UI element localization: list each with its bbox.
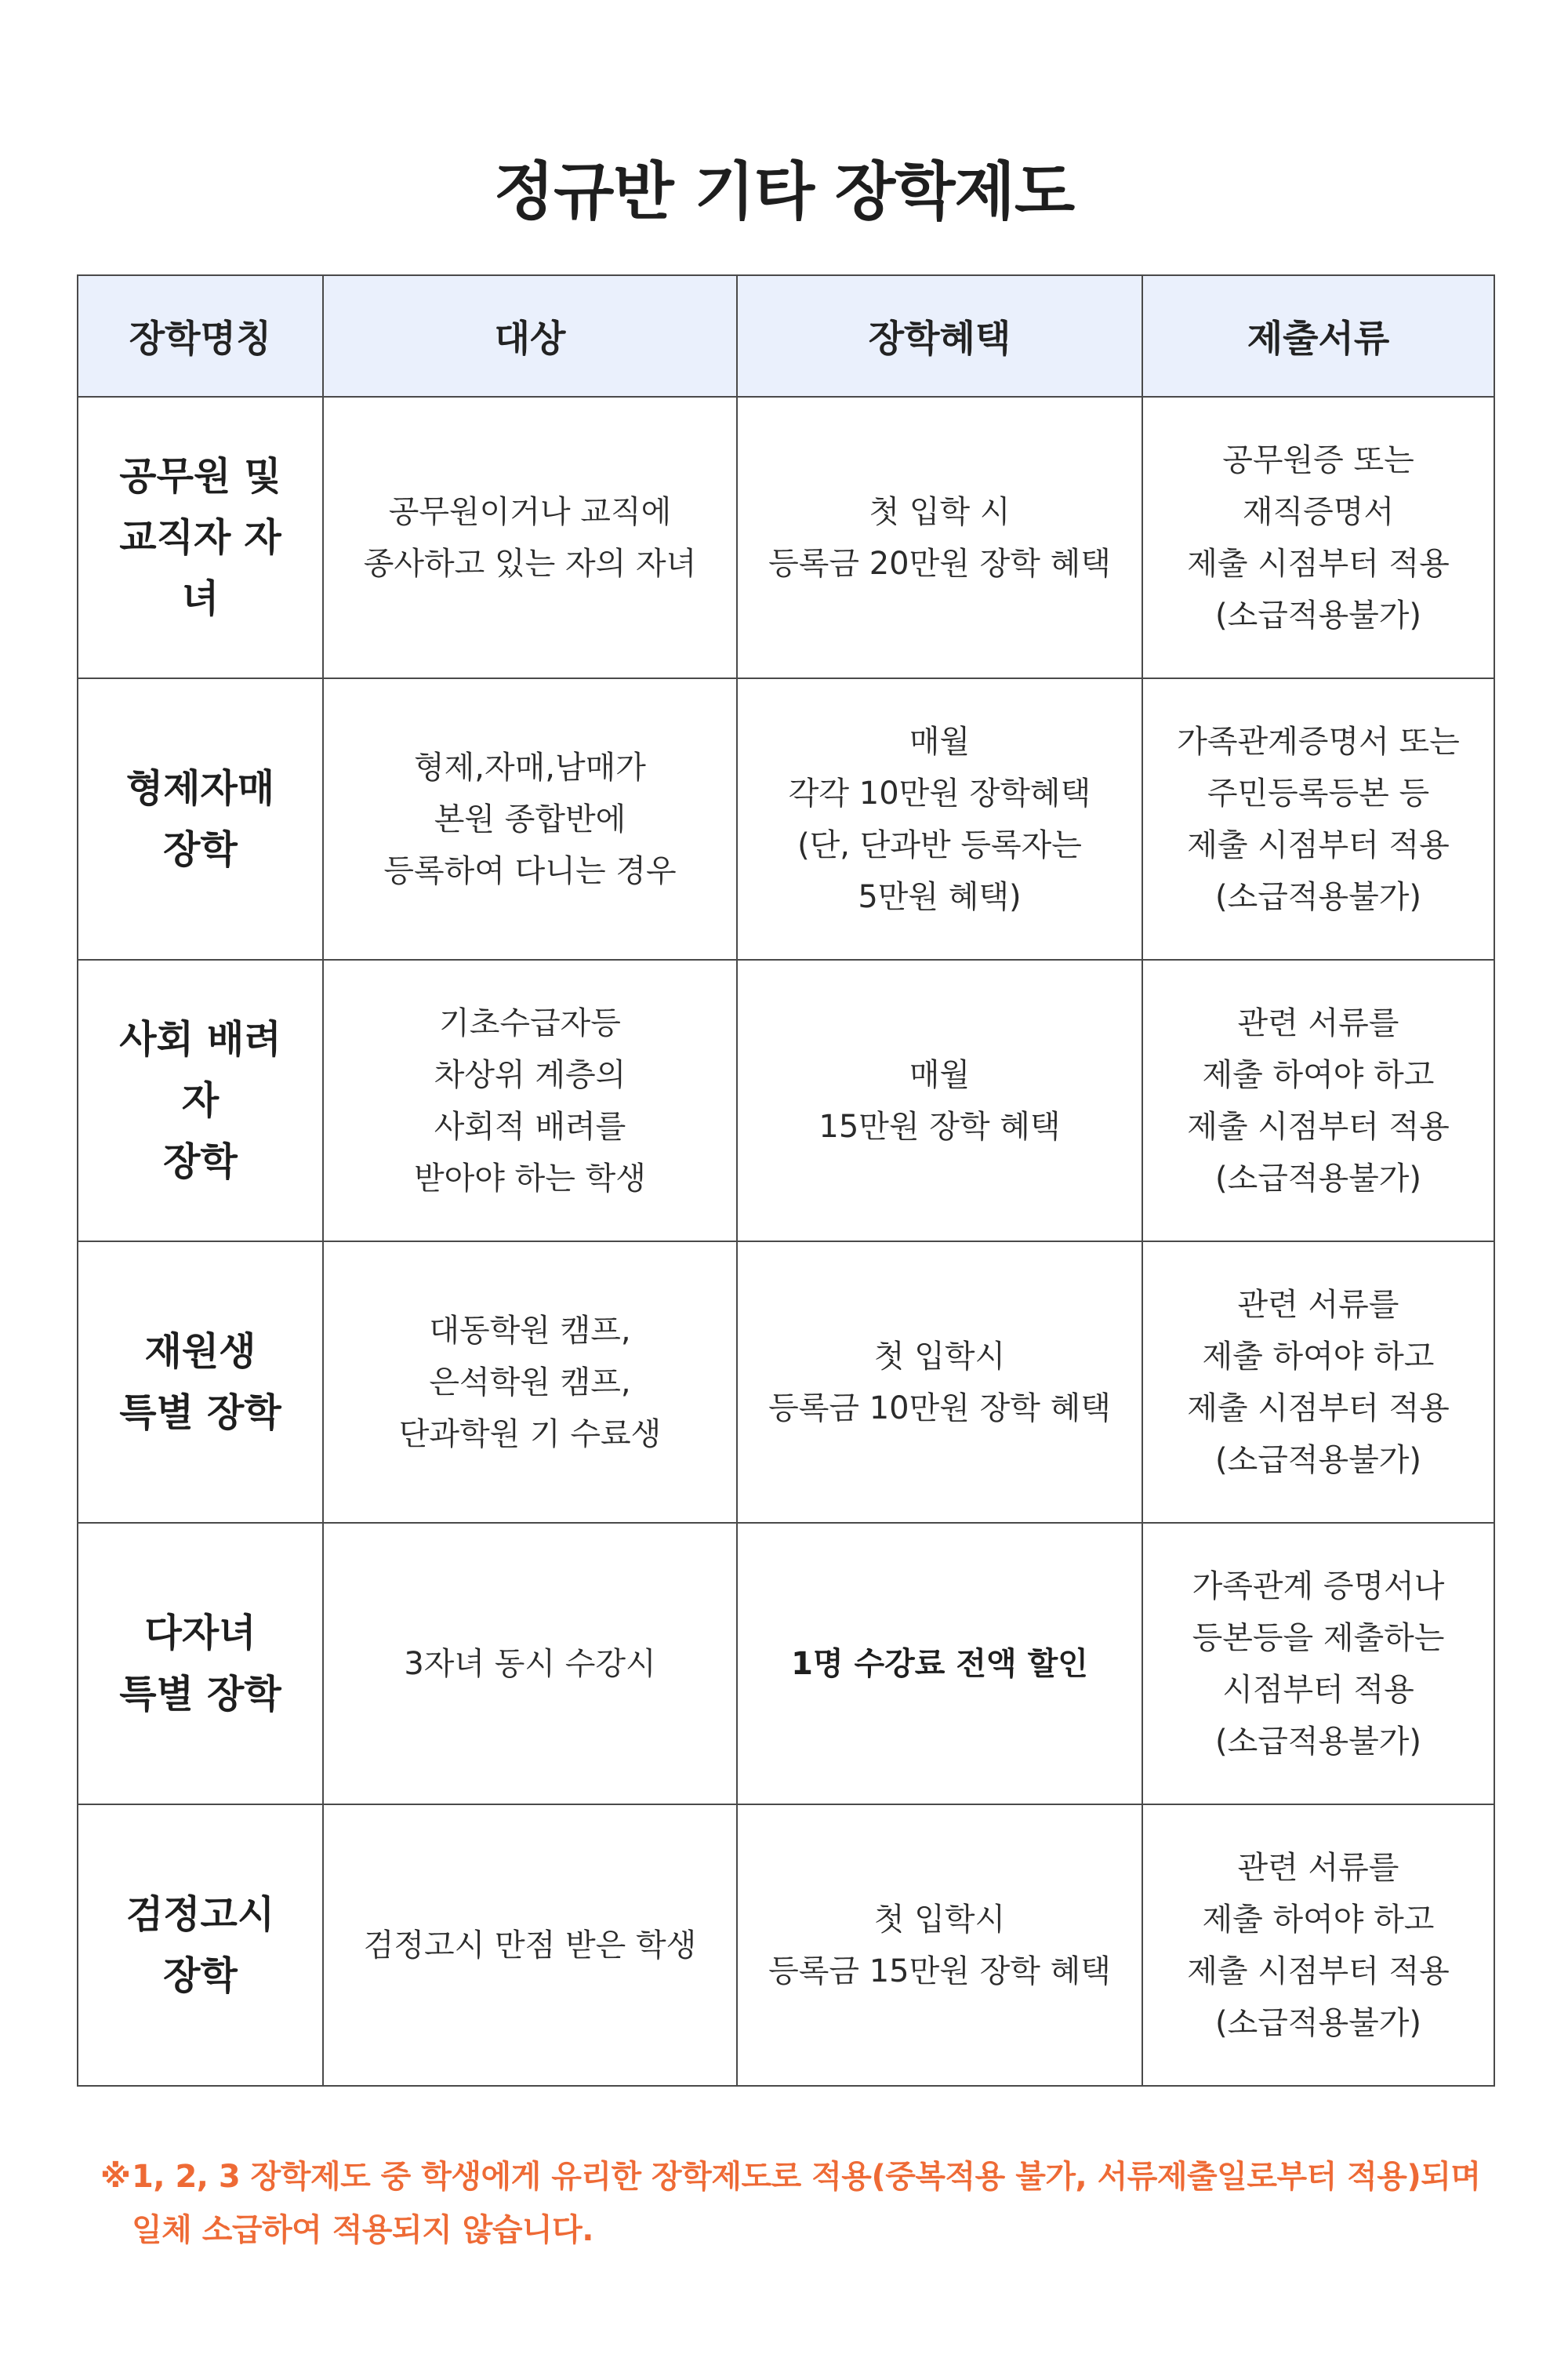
target-cell: 형제,자매,남매가 본원 종합반에 등록하여 다니는 경우: [323, 678, 737, 960]
table-row: [78, 1523, 1494, 1804]
target-cell: 공무원이거나 교직에 종사하고 있는 자의 자녀: [323, 397, 737, 678]
benefit-cell: 매월 각각 10만원 장학혜택 (단, 단과반 등록자는 5만원 혜택): [737, 678, 1142, 960]
scholarship-name-cell: 검정고시 장학: [78, 1804, 323, 2086]
scholarship-name-cell: 사회 배려 자 장학: [78, 960, 323, 1241]
benefit-cell: 첫 입학시 등록금 10만원 장학 혜택: [737, 1241, 1142, 1523]
documents-cell: 관련 서류를 제출 하여야 하고 제출 시점부터 적용 (소급적용불가): [1142, 1241, 1494, 1523]
benefit-cell: 첫 입학 시 등록금 20만원 장학 혜택: [737, 397, 1142, 678]
table-row: [78, 397, 1494, 678]
documents-cell: 관련 서류를 제출 하여야 하고 제출 시점부터 적용 (소급적용불가): [1142, 1804, 1494, 2086]
scholarship-name-cell: 재원생 특별 장학: [78, 1241, 323, 1523]
scholarship-table: [77, 274, 1495, 2087]
documents-cell: 가족관계 증명서나 등본등을 제출하는 시점부터 적용 (소급적용불가): [1142, 1523, 1494, 1804]
target-cell: 기초수급자등 차상위 계층의 사회적 배려를 받아야 하는 학생: [323, 960, 737, 1241]
target-cell: 검정고시 만점 받은 학생: [323, 1804, 737, 2086]
documents-cell: 공무원증 또는 재직증명서 제출 시점부터 적용 (소급적용불가): [1142, 397, 1494, 678]
footnote: [100, 2150, 1512, 2257]
scholarship-name-cell: 형제자매 장학: [78, 678, 323, 960]
scholarship-name-cell: 다자녀 특별 장학: [78, 1523, 323, 1804]
table-row: [78, 1241, 1494, 1523]
benefit-cell: 매월 15만원 장학 혜택: [737, 960, 1142, 1241]
benefit-cell: 첫 입학시 등록금 15만원 장학 혜택: [737, 1804, 1142, 2086]
header-documents: 제출서류: [1142, 275, 1494, 397]
target-cell: 대동학원 캠프, 은석학원 캠프, 단과학원 기 수료생: [323, 1241, 737, 1523]
benefit-cell: 1명 수강료 전액 할인: [737, 1523, 1142, 1804]
table-row: [78, 960, 1494, 1241]
documents-cell: 관련 서류를 제출 하여야 하고 제출 시점부터 적용 (소급적용불가): [1142, 960, 1494, 1241]
documents-cell: 가족관계증명서 또는 주민등록등본 등 제출 시점부터 적용 (소급적용불가): [1142, 678, 1494, 960]
footnote-line-2: 일체 소급하여 적용되지 않습니다.: [132, 2212, 593, 2248]
header-target: 대상: [323, 275, 737, 397]
scholarship-name-cell: 공무원 및 교직자 자 녀: [78, 397, 323, 678]
footnote-line-1: 1, 2, 3 장학제도 중 학생에게 유리한 장학제도로 적용(중복적용 불가, 서류제출일로부터 적용)되며: [132, 2159, 1481, 2195]
page-title: 정규반 기타 장학제도: [493, 154, 1075, 228]
target-cell: 3자녀 동시 수강시: [323, 1523, 737, 1804]
table-row: [78, 678, 1494, 960]
table-row: [78, 1804, 1494, 2086]
header-benefit: 장학혜택: [737, 275, 1142, 397]
header-scholarship-name: 장학명칭: [78, 275, 323, 397]
reference-mark-icon: ※: [100, 2159, 131, 2195]
table-header-row: [78, 275, 1494, 397]
